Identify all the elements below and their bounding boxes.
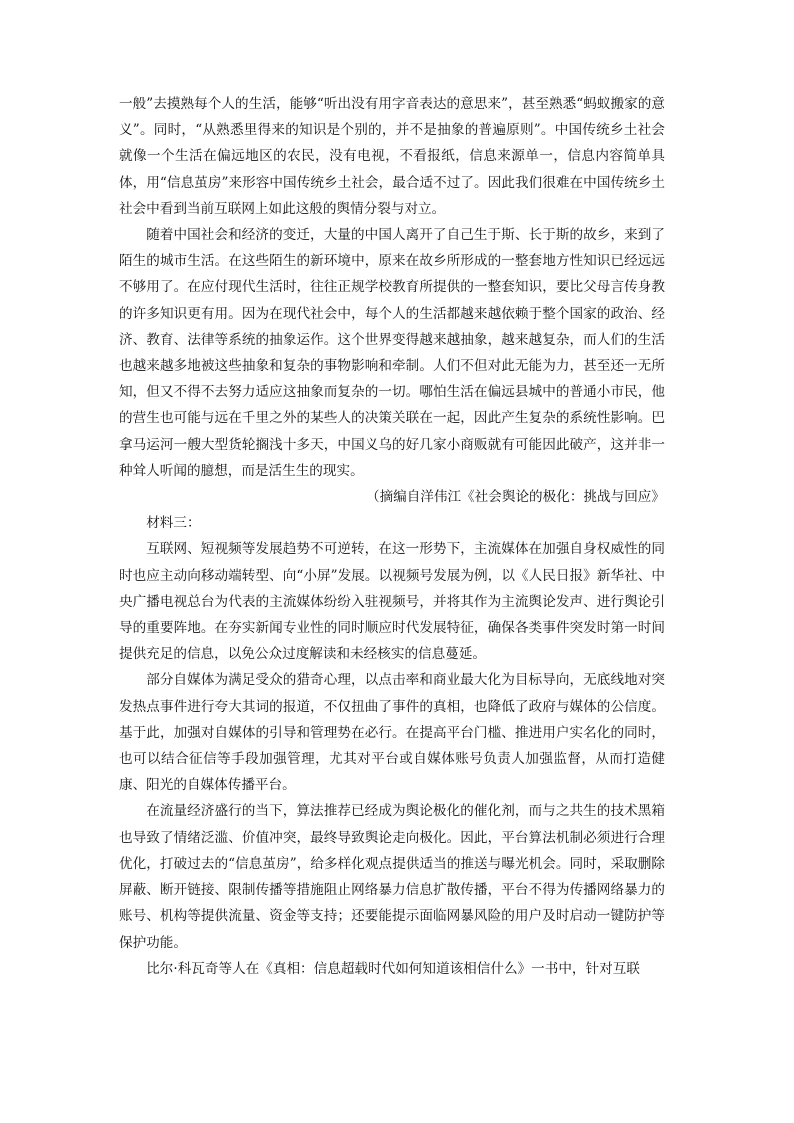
- paragraph-self-media: 部分自媒体为满足受众的猎奇心理，以点击率和商业最大化为目标导向，无底线地对突发热点事件进行夸大其词的报道，不仅扭曲了事件的真相，也降低了政府与媒体的公信度。基于此，加强对自媒体的引导和管理势在必行。在提高平台门槛、推进用户实名化的同时，也可以结合征信等手段加强管理，尤其对平台或自媒体账号负责人加强监督，从而打造健康、阳光的自媒体传播平台。: [119, 672, 665, 794]
- paragraph-kovach-book: 比尔·科瓦奇等人在《真相：信息超载时代如何知道该相信什么》一书中，针对互联: [146, 960, 640, 977]
- paragraph-algorithm: 在流量经济盛行的当下，算法推荐已经成为舆论极化的催化剂，而与之共生的技术黑箱也导致了情绪泛滥、价值冲突，最终导致舆论走向极化。因此，平台算法机制必须进行合理优化，打破过去的“信息茧房”，给多样化观点提供适当的推送与曝光机会。同时，采取删除屏蔽、断开链接、限制传播等措施阻止网络暴力信息扩散传播，平台不得为传播网络暴力的账号、机构等提供流量、资金等支持；还要能提示面临网暴风险的用户及时启动一键防护等保护功能。: [119, 803, 665, 951]
- document-page: [119, 91, 665, 982]
- paragraph-social-change: 随着中国社会和经济的变迁，大量的中国人离开了自己生于斯、长于斯的故乡，来到了陌生的城市生活。在这些陌生的新环境中，原来在故乡所形成的一整套地方性知识已经远远不够用了。在应付现代生活时，往往正规学校教育所提供的一整套知识，要比父母言传身教的许多知识更有用。因为在现代社会中，每个人的生活都越来越依赖于整个国家的政治、经济、教育、法律等系统的抽象运作。这个世界变得越来越抽象，越来越复杂，而人们的生活也越来越多地被这些抽象和复杂的事物影响和牵制。人们不但对此无能为力，甚至还一无所知，但又不得不去努力适应这抽象而复杂的一切。哪怕生活在偏远县城中的普通小市民，他的营生也可能与远在千里之外的某些人的决策关联在一起，因此产生复杂的系统性影响。巴拿马运河一艘大型货轮搁浅十多天，中国义乌的好几家小商贩就有可能因此破产，这并非一种耸人听闻的臆想，而是活生生的现实。: [119, 227, 665, 479]
- paragraph-mainstream-media: 互联网、短视频等发展趋势不可逆转，在这一形势下，主流媒体在加强自身权威性的同时也应主动向移动端转型、向“小屏”发展。以视频号发展为例，以《人民日报》新华社、中央广播电视总台为代表的主流媒体纷纷入驻视频号，并将其作为主流舆论发声、进行舆论引导的重要阵地。在夯实新闻专业性的同时顺应时代发展特征，确保各类事件突发时第一时间提供充足的信息，以免公众过度解读和未经核实的信息蔓延。: [119, 541, 665, 663]
- section-heading-material-three: 材料三：: [146, 515, 201, 532]
- source-citation: （摘编自洋伟江《社会舆论的极化：挑战与回应》: [365, 489, 665, 506]
- paragraph-continuation: 一般”去摸熟每个人的生活，能够“听出没有用字音表达的意思来”，甚至熟悉“蚂蚁搬家的意义”。同时，“从熟悉里得来的知识是个别的，并不是抽象的普遍原则”。中国传统乡土社会就像一个生活在偏远地区的农民，没有电视，不看报纸，信息来源单一，信息内容简单具体，用“信息茧房”来形容中国传统乡土社会，最合适不过了。因此我们很难在中国传统乡土社会中看到当前互联网上如此这般的舆情分裂与对立。: [119, 96, 665, 217]
